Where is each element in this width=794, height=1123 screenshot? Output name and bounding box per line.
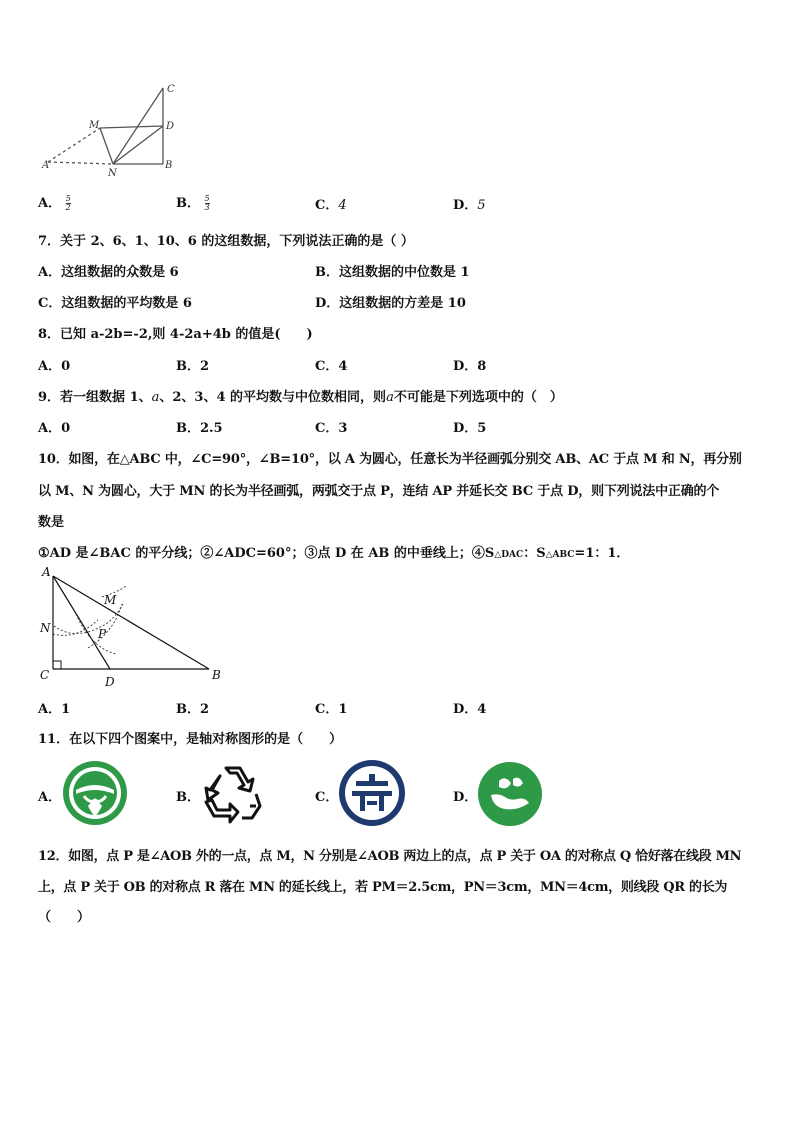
q10-label-P: P	[98, 627, 107, 641]
q7-option-b[interactable]: B．这组数据的中位数是 1	[315, 265, 470, 280]
q6-option-a-fraction: $\frac{5}{2}$	[65, 194, 71, 212]
q10-stem-line2: 以 M、N 为圆心，大于 MN 的长为半径画弧，两弧交于点 P，连结 AP 并延长交 BC 于点 D，则下列说法中正确的个	[38, 484, 720, 499]
q10-label-B: B	[212, 668, 221, 682]
q10-option-b[interactable]: B．2	[176, 702, 210, 717]
q11-option-a-label[interactable]: A．	[38, 790, 62, 805]
q8-stem: 8．已知 a-2b=-2,则 4-2a+4b 的值是( )	[38, 327, 313, 342]
q6-option-d[interactable]: D．5	[453, 198, 486, 213]
q6-label-A: A	[42, 160, 50, 171]
q12-stem-line2: 上，点 P 关于 OB 的对称点 R 落在 MN 的延长线上，若 PM＝2.5cm，PN＝3cm，MN＝4cm，则线段 QR 的长为	[38, 880, 728, 895]
q6-option-a[interactable]	[38, 192, 71, 212]
q10-label-M: M	[104, 593, 117, 607]
q11-option-b-recycle-icon[interactable]	[200, 762, 266, 824]
q8-option-d[interactable]: D．8	[453, 359, 487, 374]
q6-option-a-label: A．	[38, 196, 62, 211]
q12-stem-line1: 12．如图，点 P 是∠AOB 外的一点，点 M，N 分别是∠AOB 两边上的点，点 P 关于 OA 的对称点 Q 恰好落在线段 MN	[38, 849, 742, 864]
q6-option-b-fraction: $\frac{5}{3}$	[204, 194, 210, 212]
q10-option-c[interactable]: C．1	[315, 702, 348, 717]
q10-option-a[interactable]: A．1	[38, 702, 71, 717]
q11-option-a-green-food-icon[interactable]	[62, 760, 128, 826]
q6-label-M: M	[89, 120, 100, 131]
q11-option-c-emblem-icon[interactable]	[338, 759, 406, 827]
q6-option-b[interactable]	[176, 192, 210, 212]
q10-label-C: C	[40, 668, 50, 682]
q6-label-N: N	[108, 168, 117, 179]
q12-stem-line3: （ ）	[38, 910, 91, 925]
q6-figure	[40, 82, 190, 182]
q8-option-c[interactable]: C．4	[315, 359, 348, 374]
q7-stem: 7．关于 2、6、1、10、6 的这组数据，下列说法正确的是（ ）	[38, 234, 414, 249]
q10-stem-line1: 10．如图，在△ABC 中，∠C=90°，∠B=10°，以 A 为圆心，任意长为半径画弧分别交 AB、AC 于点 M 和 N，再分别	[38, 452, 742, 467]
q6-label-B: B	[165, 160, 173, 171]
q10-label-N: N	[40, 621, 51, 635]
q7-option-c[interactable]: C．这组数据的平均数是 6	[38, 296, 192, 311]
q10-statements: ①AD 是∠BAC 的平分线；②∠ADC=60°；③点 D 在 AB 的中垂线上；④S△DAC：S△ABC=1：1．	[38, 546, 630, 561]
q6-option-b-label: B．	[176, 196, 200, 211]
q6-option-c[interactable]: C．4	[315, 198, 347, 213]
q9-option-d[interactable]: D．5	[453, 421, 487, 436]
q9-option-c[interactable]: C．3	[315, 421, 348, 436]
q11-option-b-label[interactable]: B．	[176, 790, 200, 805]
q10-stem-line3: 数是	[38, 515, 65, 530]
q9-stem: 9．若一组数据 1、a、2、3、4 的平均数与中位数相同，则a不可能是下列选项中的（ ）	[38, 390, 563, 405]
q9-option-a[interactable]: A．0	[38, 421, 71, 436]
q10-figure	[36, 562, 226, 688]
q8-option-b[interactable]: B．2	[176, 359, 210, 374]
q8-option-a[interactable]: A．0	[38, 359, 71, 374]
q11-option-c-label[interactable]: C．	[315, 790, 339, 805]
q7-option-d[interactable]: D．这组数据的方差是 10	[315, 296, 466, 311]
q6-label-C: C	[167, 84, 175, 95]
q11-option-d-leaf-icon[interactable]	[477, 761, 543, 827]
q6-label-D: D	[166, 121, 175, 132]
q9-option-b[interactable]: B．2.5	[176, 421, 223, 436]
q10-option-d[interactable]: D．4	[453, 702, 487, 717]
q11-option-d-label[interactable]: D．	[453, 790, 478, 805]
q7-option-a[interactable]: A．这组数据的众数是 6	[38, 265, 179, 280]
q10-label-D: D	[105, 675, 115, 689]
q11-stem: 11．在以下四个图案中，是轴对称图形的是（ ）	[38, 732, 343, 747]
q10-label-A: A	[42, 565, 51, 579]
